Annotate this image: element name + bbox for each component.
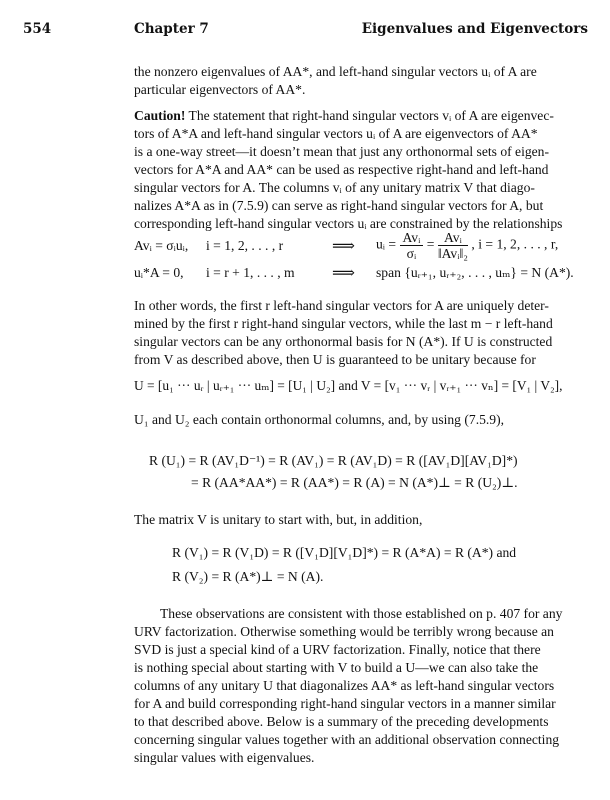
section-title: Eigenvalues and Eigenvectors [361, 21, 588, 37]
caution-text-1: The statement that right-hand singular vectors vᵢ of A are eigenvec- [188, 108, 554, 123]
eq1-row1-tail: , i = 1, 2, . . . , r, [471, 236, 559, 252]
para2-line-3: singular vectors can be any orthonormal basis for N (A*). If U is constructed [134, 334, 553, 349]
para3-line: U₁ and U₂ each contain orthonormal columns, and, by using (7.5.9), [134, 412, 505, 427]
caution-line-3: is a one-way street—it doesn’t mean that just any orthonormal sets of eigen- [134, 144, 550, 159]
caution-line-6: nalizes A*A as in (7.5.9) can serve as right-hand singular vectors for A, but [134, 198, 544, 213]
eq1-frac2-num: Avᵢ [438, 230, 468, 246]
para5-line-5: columns of any unitary U that diagonalizes AA* as left-hand singular vectors [134, 678, 555, 693]
para5-line-2: URV factorization. Otherwise something would be terribly wrong because an [134, 624, 554, 639]
eq3-line-2: = R (AA*AA*) = R (AA*) = R (A) = N (A*)⊥ = R (U₂)⊥. [191, 475, 518, 490]
para2-line-4: from V as described above, then U is guaranteed to be unitary because for [134, 352, 536, 367]
caution-line-7: corresponding left-hand singular vectors uᵢ are constrained by the relationships [134, 216, 563, 231]
eq2-unitary-partition: U = [u₁ ··· uᵣ | uᵣ₊₁ ··· uₘ] = [U₁ | U₂] and V = [v₁ ··· vᵣ | vᵣ₊₁ ··· vₙ] = [V₁ | V₂], [134, 378, 563, 393]
eq1-row1-rhs [376, 230, 558, 261]
page-number: 554 [23, 21, 52, 37]
para5-line-7: to that described above. Below is a summary of the preceding developments [134, 714, 549, 729]
eq1-row1-result: uᵢ = [376, 236, 397, 252]
para5-line-1: These observations are consistent with those established on p. 407 for any [160, 606, 563, 621]
caution-line-5: singular vectors for A. The columns vᵢ of any unitary matrix V that diago- [134, 180, 535, 195]
para2-line-1: In other words, the first r left-hand singular vectors for A are uniquely deter- [134, 298, 549, 313]
intro-line-2: particular eigenvectors of AA*. [134, 82, 306, 97]
para5-line-9: singular values with eigenvalues. [134, 750, 315, 765]
eq1-frac1-den: σᵢ [406, 246, 417, 261]
eq1-row2-arrow: ⟹ [332, 265, 355, 282]
para2-line-2: mined by the first r right-hand singular vectors, while the last m − r left-hand [134, 316, 553, 331]
intro-line-1: the nonzero eigenvalues of AA*, and left-hand singular vectors uᵢ of A are [134, 64, 537, 79]
para5-line-6: for A and build corresponding right-hand singular vectors in a manner similar [134, 696, 556, 711]
eq3-line-1: R (U₁) = R (AV₁D⁻¹) = R (AV₁) = R (AV₁D) = R ([AV₁D][AV₁D]*) [149, 453, 518, 468]
eq1-row2-range: i = r + 1, . . . , m [206, 265, 295, 280]
caution-label: Caution! [134, 108, 186, 123]
eq4-line-2: R (V₂) = R (A*)⊥ = N (A). [172, 569, 324, 584]
caution-line-1 [134, 107, 554, 125]
eq1-row1-arrow: ⟹ [332, 238, 355, 255]
para5-line-4: is nothing special about starting with V to build a U—we can also take the [134, 660, 539, 675]
eq1-fraction-2 [438, 230, 468, 261]
eq4-line-1: R (V₁) = R (V₁D) = R ([V₁D][V₁D]*) = R (A*A) = R (A*) and [172, 545, 517, 560]
eq1-equals: = [426, 236, 435, 252]
para4-line: The matrix V is unitary to start with, but, in addition, [134, 512, 423, 527]
eq1-row1-range: i = 1, 2, . . . , r [206, 238, 284, 253]
eq1-fraction-1 [400, 230, 424, 261]
eq1-frac1-num: Avᵢ [400, 230, 424, 246]
eq1-row2-left: uᵢ*A = 0, [134, 265, 184, 280]
para5-line-3: SVD is just a special kind of a URV factorization. Finally, notice that there [134, 642, 541, 657]
caution-line-4: vectors for A*A and AA* can be used as respective right-hand and left-hand [134, 162, 549, 177]
caution-line-2: tors of A*A and left-hand singular vectors uᵢ of A are eigenvectors of AA* [134, 126, 538, 141]
eq1-row1-left: Avᵢ = σᵢuᵢ, [134, 238, 189, 253]
para5-line-8: concerning singular values together with an additional observation connecting [134, 732, 560, 747]
eq1-row2-result: span {uᵣ₊₁, uᵣ₊₂, . . . , uₘ} = N (A*). [376, 265, 574, 280]
eq1-frac2-den: ‖Avᵢ‖₂ [437, 246, 469, 261]
chapter-label: Chapter 7 [134, 21, 209, 37]
